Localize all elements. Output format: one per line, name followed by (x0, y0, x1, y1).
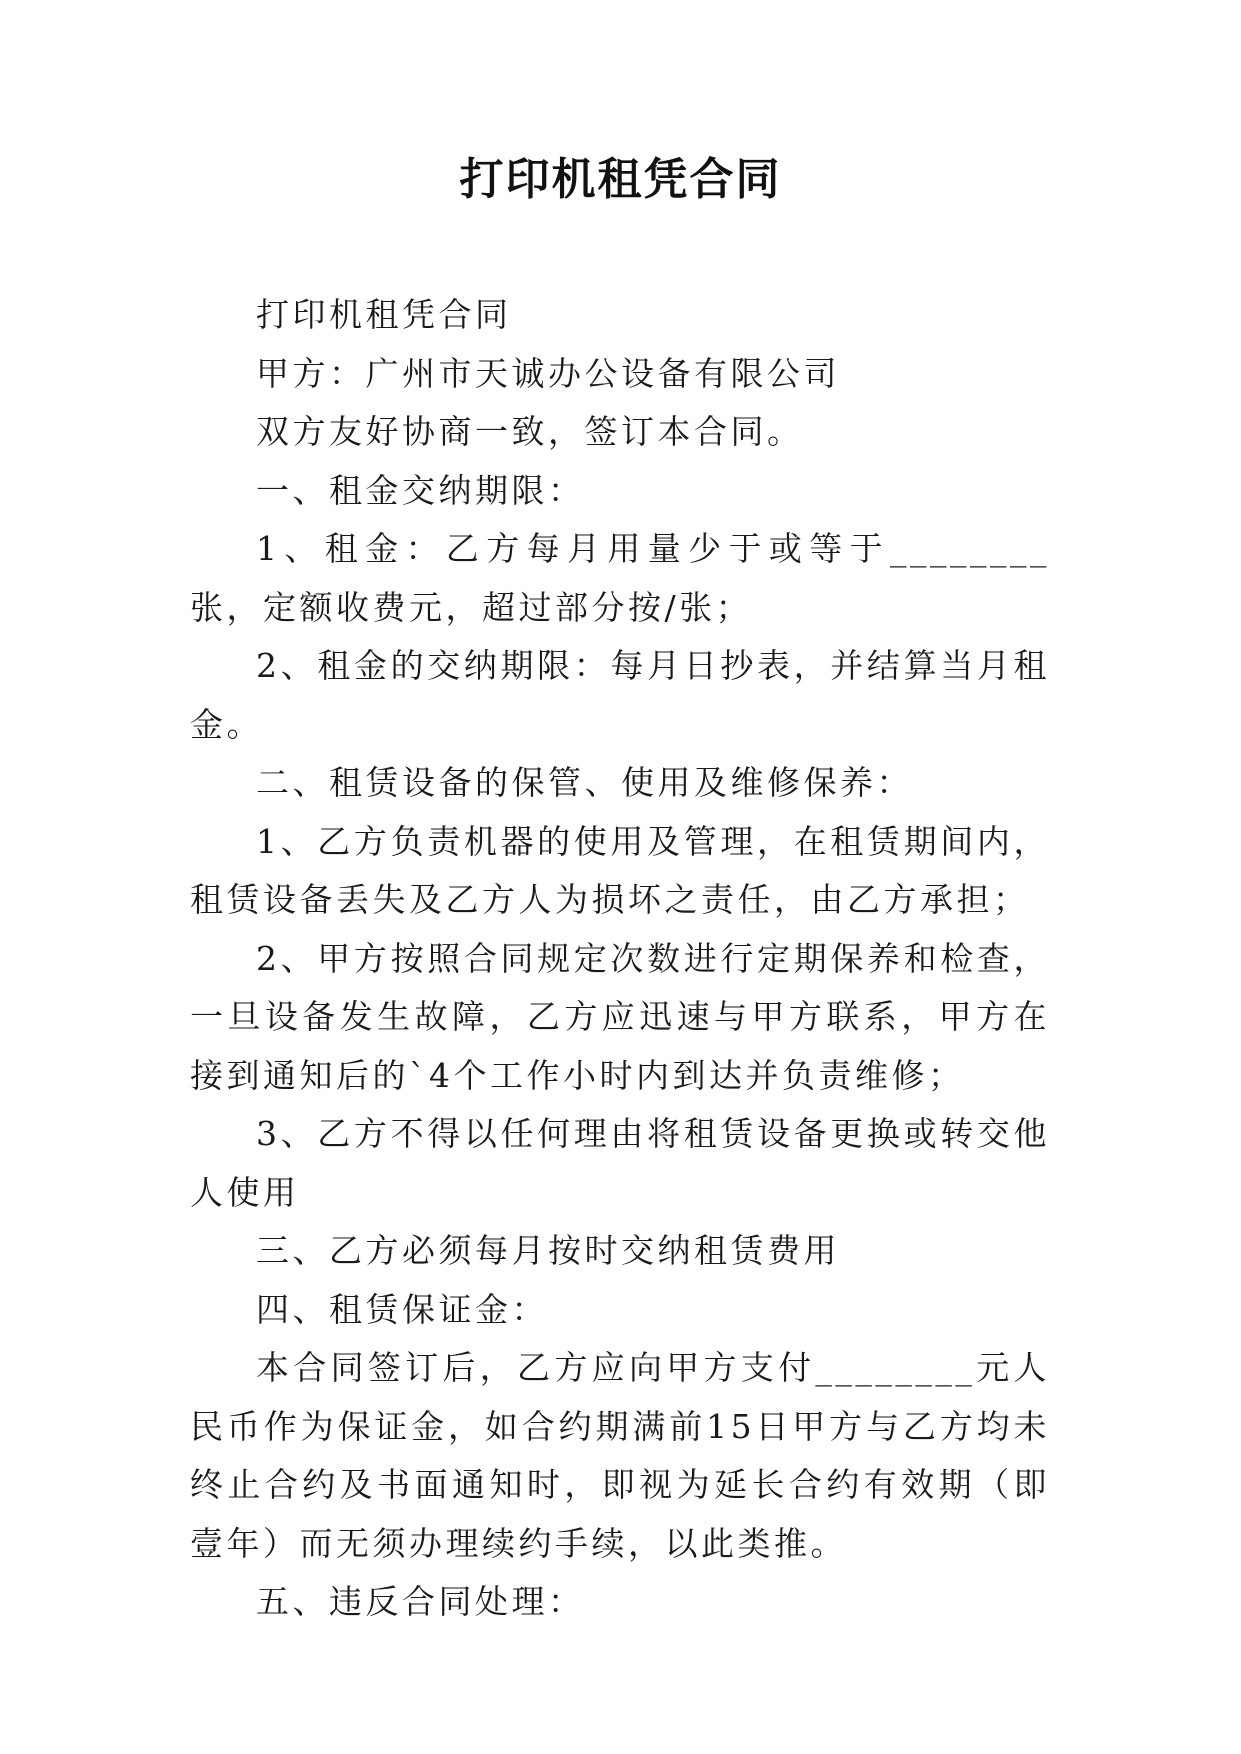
clause-maintenance-service: 2、甲方按照合同规定次数进行定期保养和检查，一旦设备发生故障，乙方应迅速与甲方联系，甲方在接到通知后的`4个工作小时内到达并负责维修； (190, 938, 1050, 1095)
section-breach-heading: 五、违反合同处理： (256, 1582, 585, 1621)
section-payment-obligation: 三、乙方必须每月按时交纳租赁费用 (256, 1231, 840, 1270)
paragraph-agreement: 双方友好协商一致，签订本合同。 (256, 412, 804, 451)
paragraph-heading: 打印机租凭合同 (256, 295, 512, 334)
clause-rent-amount: 1、租金：乙方每月用量少于或等于________张，定额收费元，超过部分按/张； (190, 529, 1050, 627)
section-rent-term-heading: 一、租金交纳期限： (256, 470, 585, 510)
clause-deposit: 本合同签订后，乙方应向甲方支付________元人民币作为保证金，如合约期满前15日甲方与乙方均未终止合约及书面通知时，即视为延长合约有效期（即壹年）而无须办理续约手续，以此类推。 (190, 1348, 1050, 1563)
clause-rent-payment-term: 2、租金的交纳期限：每月日抄表，并结算当月租金。 (190, 646, 1050, 744)
clause-usage-responsibility: 1、乙方负责机器的使用及管理，在租赁期间内，租赁设备丢失及乙方人为损坏之责任，由乙方承担； (190, 821, 1050, 919)
paragraph-party-a: 甲方：广州市天诚办公设备有限公司 (256, 353, 840, 393)
clause-no-transfer: 3、乙方不得以任何理由将租赁设备更换或转交他人使用 (190, 1114, 1050, 1212)
document-body (190, 286, 1050, 1632)
document-title: 打印机租凭合同 (459, 154, 782, 205)
section-maintenance-heading: 二、租赁设备的保管、使用及维修保养： (256, 763, 913, 802)
section-deposit-heading: 四、租赁保证金： (256, 1289, 548, 1329)
